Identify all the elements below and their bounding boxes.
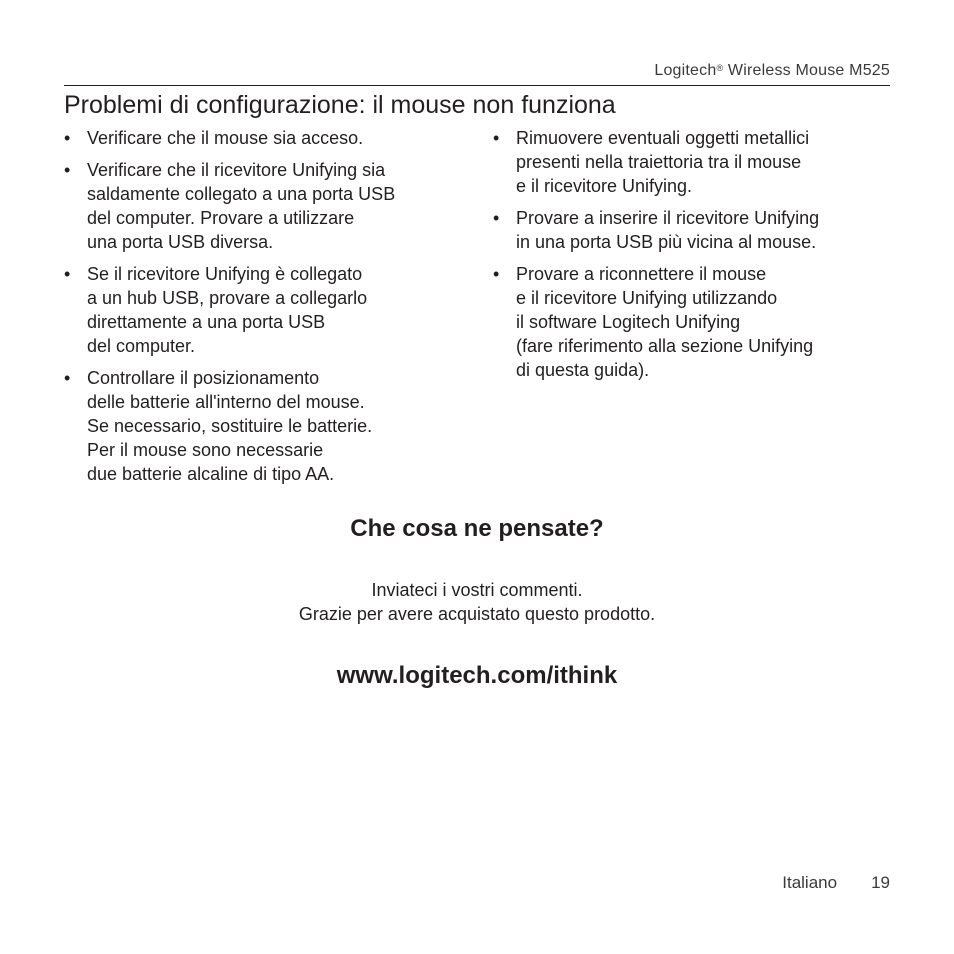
list-item	[64, 126, 444, 150]
list-item	[493, 262, 873, 382]
list-item-text: Provare a inserire il ricevitore Unifying in una porta USB più vicina al mouse.	[516, 208, 820, 252]
registered-mark: ®	[716, 63, 724, 73]
bullet-icon: •	[64, 264, 71, 284]
bullet-icon: •	[493, 208, 500, 228]
feedback-line-1: Inviateci i vostri commenti.	[371, 580, 583, 600]
list-item	[64, 158, 444, 254]
list-item-text: Provare a riconnettere il mouse e il ricevitore Unifying utilizzando il software Logitech Unifying (fare riferimento alla sezione Unifying di questa guida).	[516, 264, 814, 380]
list-item	[64, 366, 444, 486]
list-item-text: Se il ricevitore Unifying è collegato a un hub USB, provare a collegarlo direttamente a una porta USB del computer.	[87, 264, 368, 356]
feedback-url-link[interactable]: www.logitech.com/ithink	[336, 662, 618, 689]
bullet-icon: •	[493, 264, 500, 284]
list-item	[493, 126, 873, 198]
list-item-text: Verificare che il ricevitore Unifying sia saldamente collegato a una porta USB del computer. Provare a utilizzare una porta USB diversa.	[87, 160, 396, 252]
section-title: Problemi di configurazione: il mouse non funziona	[64, 91, 616, 119]
bullet-icon: •	[64, 368, 71, 388]
list-item	[493, 206, 873, 254]
page-footer	[782, 873, 890, 893]
list-item-text: Controllare il posizionamento delle batterie all'interno del mouse. Se necessario, sostituire le batterie. Per il mouse sono necessarie due batterie alcaline di tipo AA.	[87, 368, 373, 484]
list-item-text: Rimuovere eventuali oggetti metallici presenti nella traiettoria tra il mouse e il ricevitore Unifying.	[516, 128, 810, 196]
product-name: Wireless Mouse M525	[723, 62, 890, 79]
bullet-icon: •	[64, 160, 71, 180]
feedback-line-2: Grazie per avere acquistato questo prodotto.	[298, 604, 656, 624]
header-divider	[64, 85, 890, 86]
bullet-icon: •	[493, 128, 500, 148]
troubleshooting-list-left	[64, 126, 444, 494]
feedback-heading: Che cosa ne pensate?	[350, 515, 604, 542]
brand-name: Logitech	[654, 62, 717, 79]
bullet-icon: •	[64, 128, 71, 148]
troubleshooting-list-right	[493, 126, 873, 390]
footer-language: Italiano	[782, 873, 838, 892]
header-product-name	[654, 62, 890, 80]
list-item-text: Verificare che il mouse sia acceso.	[87, 128, 364, 148]
page-number: 19	[871, 873, 890, 892]
list-item	[64, 262, 444, 358]
feedback-message	[0, 578, 954, 626]
